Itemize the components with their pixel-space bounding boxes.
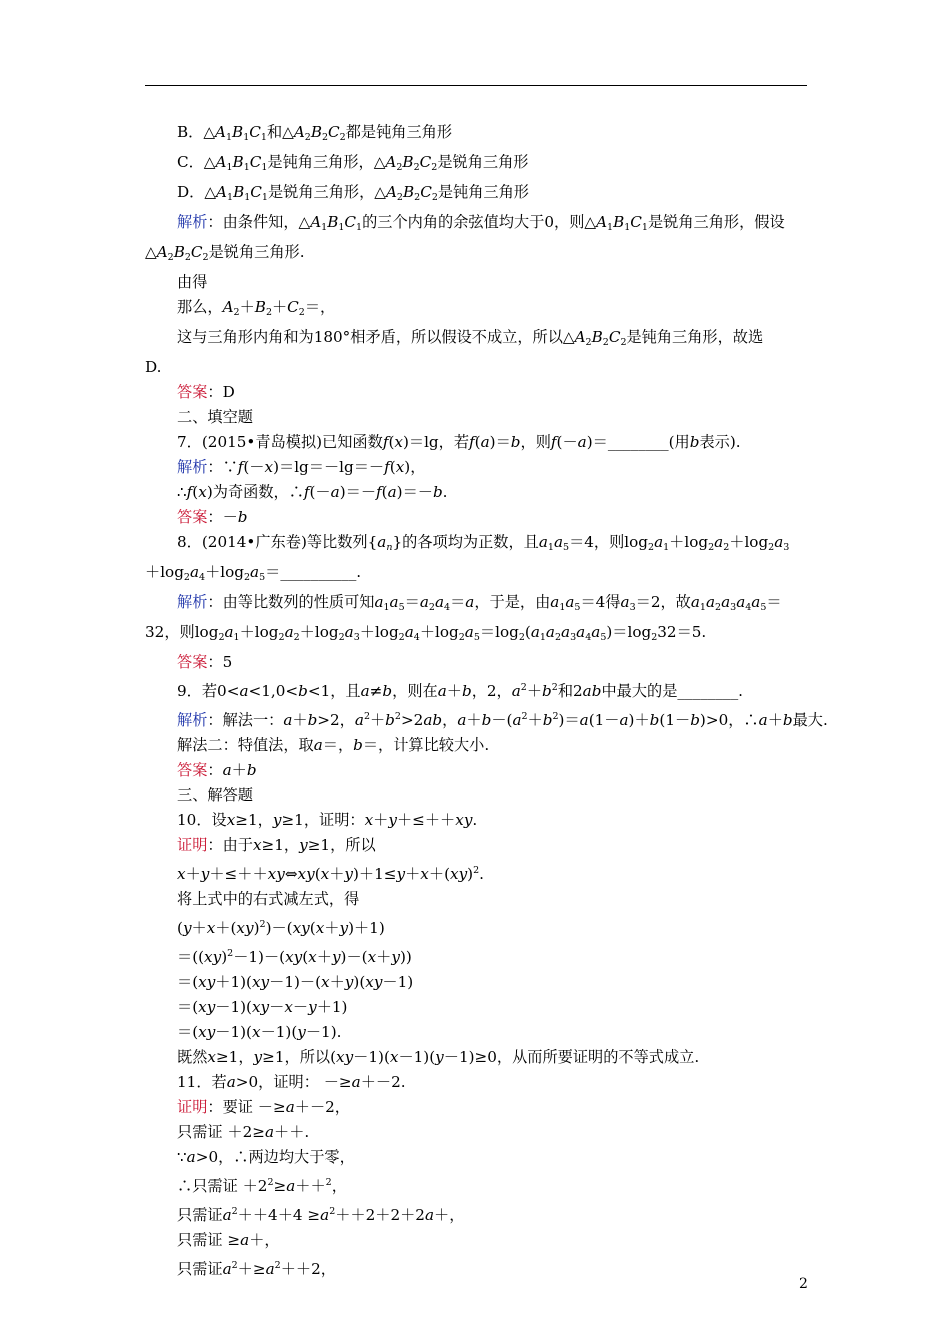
- q6-analysis-cont: $\triangle A_2B_2C_2$是锐角三角形.: [145, 243, 305, 263]
- q11-step-4: 只需证$a^2++4+4 \ge a^2++2+2+2a+$，: [177, 1206, 465, 1224]
- analysis-label: 解析: [177, 593, 208, 611]
- answer-label: 答案: [177, 653, 208, 671]
- q6-option-b: B．$\triangle A_1B_1C_1$和$\triangle A_2B_2C_2$都是钝角三角形: [177, 123, 453, 143]
- page-number: 2: [799, 1276, 808, 1292]
- q6-contradiction-end: D.: [145, 358, 162, 376]
- q9-analysis: 解析：解法一：a＋b>2，$a^2+b^2>2ab$，$a+b-(a^2+b^2)=a(1-a)+b(1-b)>0$，∴a＋b最大.: [177, 711, 828, 729]
- q7-answer: 答案：－b: [177, 508, 248, 526]
- header-rule: [145, 85, 807, 86]
- q6-answer: 答案：D: [177, 383, 235, 401]
- q6-from: 由得: [177, 273, 208, 291]
- q8-analysis: 解析：由等比数列的性质可知$a_1a_5=a_2a_4=a$，于是，由$a_1a_5=4$得$a_3=2$，故$a_1a_2a_3a_4a_5=$: [177, 593, 782, 613]
- q6-then: 那么，$A_2+B_2+C_2=$，: [177, 298, 336, 318]
- q10-question: 10．设x≥1，y≥1，证明：x＋y＋≤＋＋xy.: [177, 811, 478, 829]
- proof-label: 证明: [177, 836, 208, 854]
- q6-analysis: 解析：由条件知，$\triangle A_1B_1C_1$的三个内角的余弦值均大于0，则$\triangle A_1B_1C_1$是锐角三角形，假设: [177, 213, 785, 233]
- q11-proof: 证明：要证 －≥a＋－2，: [177, 1098, 350, 1116]
- q9-answer: 答案：a＋b: [177, 761, 257, 779]
- q10-step-7: ＝(xy－1)(x－1)(y－1).: [177, 1023, 342, 1041]
- q8-answer: 答案：5: [177, 653, 233, 671]
- q8-question: 8．(2014•广东卷)等比数列$\{a_n\}$的各项均为正数，且$a_1a_5=4$，则$\log_2a_1+\log_2a_2+\log_2a_3$: [177, 533, 790, 553]
- q6-option-c: C．$\triangle A_1B_1C_1$是钝角三角形，$\triangle A_2B_2C_2$是锐角三角形: [177, 153, 529, 173]
- q7-analysis-2: ∴f(x)为奇函数，∴f(－a)＝－f(a)＝－b.: [177, 483, 448, 501]
- q8-analysis-cont: 32，则$\log_2a_1+\log_2a_2+\log_2a_3+\log_2a_4+\log_2a_5=\log_2(a_1a_2a_3a_4a_5)=\log_232=5$.: [145, 623, 707, 643]
- q11-question: 11．若a>0，证明： －≥a＋－2.: [177, 1073, 406, 1091]
- q9-question: 9．若0<a<1,0<b<1，且a≠b，则在a＋b，2，$a^2+b^2$和2ab中最大的是________.: [177, 682, 743, 700]
- q10-step-6: ＝(xy－1)(xy－x－y＋1): [177, 998, 348, 1016]
- q11-step-2: ∵a>0，∴两边均大于零，: [177, 1148, 355, 1166]
- analysis-label: 解析: [177, 711, 208, 729]
- q10-step-5: ＝(xy＋1)(xy－1)－(x＋y)(xy－1): [177, 973, 414, 991]
- section-fill-blank: 二、填空题: [177, 408, 253, 426]
- q10-conclusion: 既然x≥1，y≥1，所以(xy－1)(x－1)(y－1)≥0，从而所要证明的不等式成立.: [177, 1048, 700, 1066]
- analysis-label: 解析: [177, 213, 208, 231]
- analysis-label: 解析: [177, 458, 208, 476]
- q11-step-6: 只需证$a^2+\ge a^2++2$，: [177, 1260, 336, 1278]
- q11-step-3: ∴只需证 $+2^2\ge a++^2$，: [177, 1177, 347, 1195]
- q6-option-d: D．$\triangle A_1B_1C_1$是锐角三角形，$\triangle A_2B_2C_2$是钝角三角形: [177, 183, 529, 203]
- q10-step-2: 将上式中的右式减左式，得: [177, 890, 360, 908]
- q10-step-3: (y＋x＋(xy)$^2$)－(xy(x＋y)＋1): [177, 919, 385, 937]
- section-solutions: 三、解答题: [177, 786, 253, 804]
- answer-label: 答案: [177, 761, 208, 779]
- q10-step-1: x＋y＋≤＋＋xy⇔xy(x＋y)＋1≤y＋x＋(xy)$^2$.: [177, 865, 484, 883]
- q10-step-4: ＝((xy)$^2$－1)－(xy(x＋y)－(x＋y)): [177, 948, 412, 966]
- q7-analysis: 解析：∵f(－x)＝lg＝－lg＝－f(x)，: [177, 458, 426, 476]
- q10-proof: 证明：由于x≥1，y≥1，所以: [177, 836, 376, 854]
- document-body: [145, 120, 828, 1282]
- q11-step-5: 只需证 ≥a＋，: [177, 1231, 280, 1249]
- proof-label: 证明: [177, 1098, 208, 1116]
- q9-method2: 解法二：特值法，取a＝，b＝，计算比较大小.: [177, 736, 490, 754]
- answer-label: 答案: [177, 383, 208, 401]
- q11-step-1: 只需证 ＋2≥a＋＋.: [177, 1123, 310, 1141]
- answer-label: 答案: [177, 508, 208, 526]
- q8-question-cont: $+\log_2a_4+\log_2a_5=\_\_\_\_\_\_\_\_\_\_$.: [145, 563, 362, 583]
- q7-question: 7．(2015•青岛模拟)已知函数f(x)＝lg，若f(a)＝b，则f(－a)＝________(用b表示).: [177, 433, 741, 451]
- q6-contradiction: 这与三角形内角和为180°相矛盾，所以假设不成立，所以$\triangle A_2B_2C_2$是钝角三角形，故选: [177, 328, 764, 348]
